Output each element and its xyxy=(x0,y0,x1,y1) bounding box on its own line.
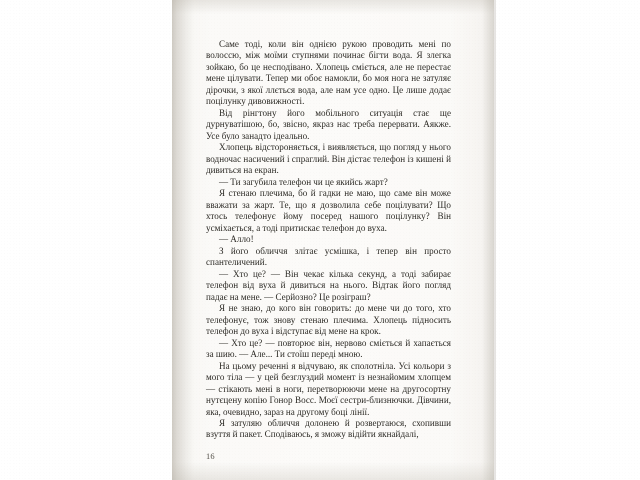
paragraph-dialogue: — Хто це? — повторює він, нервово сміється й хапається за шию. — Але... Ти стоїш переді мною. xyxy=(206,337,451,360)
paragraph-dialogue: — Хто це? — Він чекає кілька секунд, а тоді забирає телефон від вуха й дивиться на нього. Відтак його погляд падає на мене. — Серйозно? Це розіграш? xyxy=(206,268,451,302)
paragraph: Я стенаю плечима, бо й гадки не маю, що саме він може вважати за жарт. Те, що я дозволила себе поцілувати? Що хтось телефонує йому посеред нашого поцілунку? Він усміхається, а тоді притискає телефон до вуха. xyxy=(206,188,451,233)
paragraph: Я не знаю, до кого він говорить: до мене чи до того, хто телефонує, тож знову стенаю плечима. Хлопець підносить телефон до вуха і відступає від мене на крок. xyxy=(206,303,451,337)
paragraph: Хлопець відстороняється, і виявляється, що погляд у нього водночас насичений і спраглий. Він дістає телефон із кишені й дивиться на екран. xyxy=(206,142,451,176)
paragraph: Від рінгтону його мобільного ситуація стає ще дурнуватішою, бо, звісно, якраз нас треба перервати. Аякже. Усе було занадто ідеально. xyxy=(206,107,451,141)
paragraph-dialogue: — Ти загубила телефон чи це якийсь жарт? xyxy=(219,176,388,187)
paragraph-dialogue: — Алло! xyxy=(219,234,254,245)
page-text-block xyxy=(206,39,451,441)
paragraph: З його обличчя злітає усмішка, і тепер він просто спантеличений. xyxy=(206,245,451,268)
paragraph: На цьому реченні я відчуваю, як сполотніла. Усі кольори з мого тіла — у цей безглуздий момент із незнайомим хлопцем — стікають мені в ноги, перетворюючи мене на другосортну нутєцену копію Гонор Восс. Моєї сестри-близнючки. Дівчини, яка, очевидно, зараз на другому боці лінії. xyxy=(206,360,451,417)
paragraph: Я затуляю обличчя долонею й розвертаюся, схопивши взуття й пакет. Сподіваюсь, я зможу відійти якнайдалі, xyxy=(206,417,451,440)
paragraph: Саме тоді, коли він однією рукою проводить мені по волоссю, між моїми ступнями починає бігти вода. Я злегка зойкаю, бо це несподівано. Хлопець сміється, але не перестає мене цілувати. Тепер ми обоє намокли, бо моя нога не затуляє дірочки, з якої ллється вода, але нам усе одно. Це лише додає поцілунку дивовижності. xyxy=(206,39,451,107)
page-number: 16 xyxy=(206,452,215,461)
